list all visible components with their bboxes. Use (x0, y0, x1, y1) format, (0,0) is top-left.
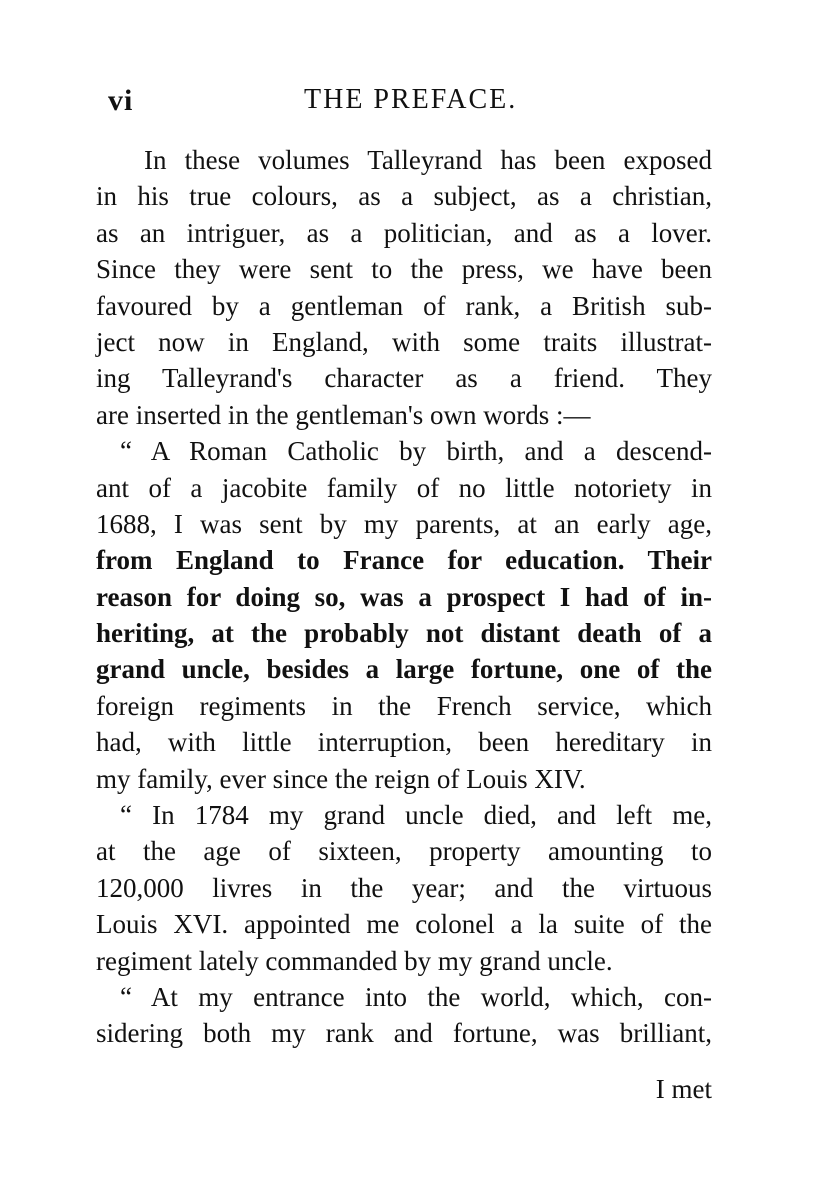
running-title: THE PREFACE. (304, 84, 518, 115)
text-line: from England to France for education. Their (96, 545, 712, 576)
text-line: had, with little interruption, been hereditary in (96, 727, 712, 758)
text-line: as an intriguer, as a politician, and as a lover. (96, 217, 712, 248)
text-line: ject now in England, with some traits illustrat- (96, 326, 712, 357)
text-line: Louis XVI. appointed me colonel a la suite of the (96, 909, 712, 940)
text-line: favoured by a gentleman of rank, a British sub- (96, 290, 712, 321)
catchword: I met (655, 1074, 712, 1104)
text-line: ant of a jacobite family of no little notoriety in (96, 472, 712, 503)
page-number: vi (108, 84, 134, 117)
text-line: reason for doing so, was a prospect I had of in- (96, 581, 712, 612)
text-line: regiment lately commanded by my grand uncle. (96, 945, 613, 976)
text-line: in his true colours, as a subject, as a christian, (96, 181, 712, 212)
running-head (108, 84, 712, 124)
text-line: Since they were sent to the press, we have been (96, 254, 712, 285)
body-text (96, 142, 712, 1052)
text-line: grand uncle, besides a large fortune, one of the (96, 654, 712, 685)
text-line: sidering both my rank and fortune, was brilliant, (96, 1018, 712, 1049)
text-line: heriting, at the probably not distant death of a (96, 618, 712, 649)
text-line: 1688, I was sent by my parents, at an early age, (96, 508, 712, 539)
text-line: are inserted in the gentleman's own words :— (96, 399, 591, 430)
text-line: “ At my entrance into the world, which, con- (120, 981, 712, 1012)
text-line: foreign regiments in the French service, which (96, 690, 712, 721)
text-line: 120,000 livres in the year; and the virtuous (96, 872, 712, 903)
text-line: “ A Roman Catholic by birth, and a descend- (120, 436, 712, 467)
text-line: my family, ever since the reign of Louis XIV. (96, 763, 586, 794)
text-line: at the age of sixteen, property amounting to (96, 836, 712, 867)
text-line: “ In 1784 my grand uncle died, and left me, (120, 800, 712, 831)
text-line: ing Talleyrand's character as a friend. They (96, 363, 712, 394)
text-line: In these volumes Talleyrand has been exposed (144, 145, 712, 175)
